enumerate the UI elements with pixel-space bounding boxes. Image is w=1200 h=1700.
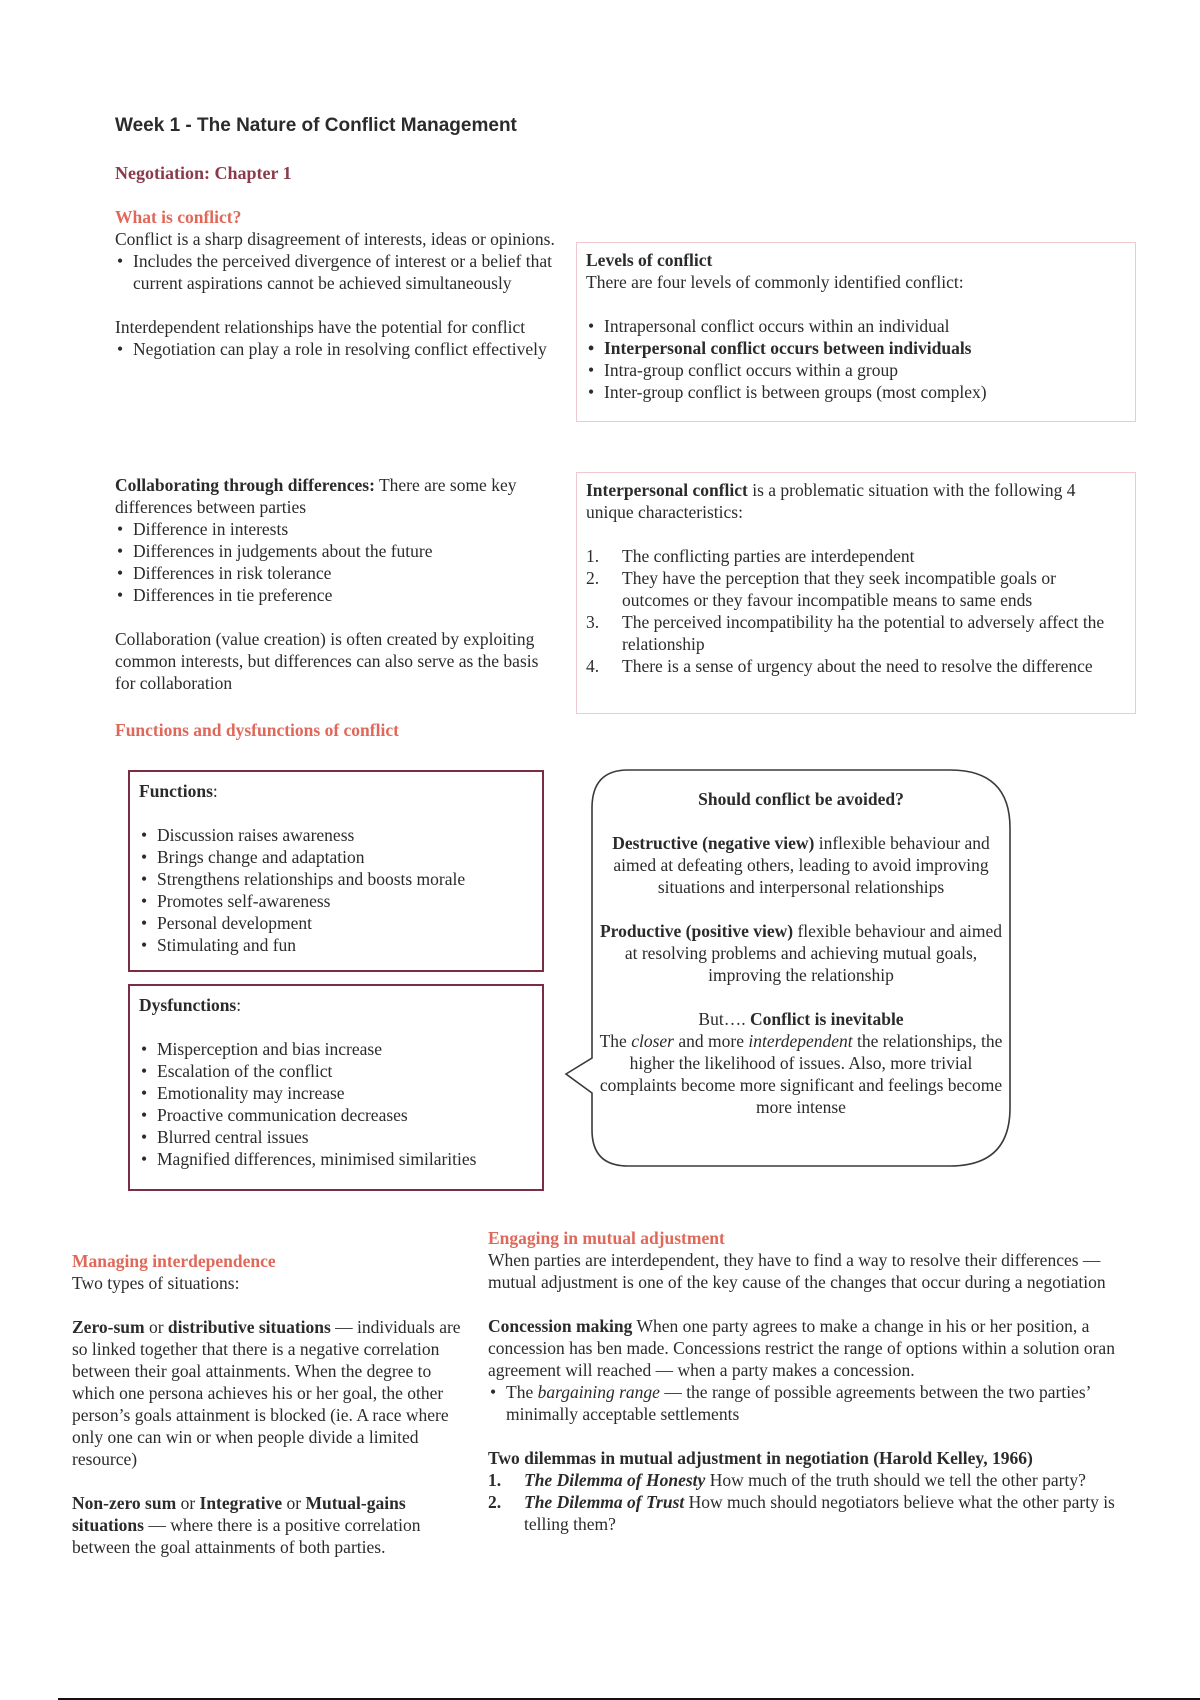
destructive-view: Destructive (negative view) inflexible behaviour and aimed at defeating others, leading to avoid improving situations and interpersonal relationships — [612, 833, 990, 897]
avoid-title: Should conflict be avoided? — [698, 789, 904, 809]
levels-of-conflict-box — [576, 242, 1136, 422]
list-item: • Misperception and bias increase — [139, 1038, 533, 1060]
list-item: • Negotiation can play a role in resolving conflict effectively — [115, 338, 560, 360]
list-item: 2. They have the perception that they seek incompatible goals or outcomes or they favour incompatible means to same ends — [586, 568, 1056, 610]
conflict-inevitable: But…. Conflict is inevitable The closer and more interdependent the relationships, the higher the likelihood of issues. Also, more trivial complaints become more significant and feelings become more intense — [599, 1009, 1003, 1117]
page-title: Week 1 - The Nature of Conflict Management — [115, 115, 517, 136]
list-item: • Emotionality may increase — [139, 1082, 533, 1104]
list-item: 1. The Dilemma of Honesty How much of the truth should we tell the other party? — [488, 1470, 1086, 1490]
chapter-subtitle: Negotiation: Chapter 1 — [115, 163, 292, 183]
list-item: • Personal development — [139, 912, 533, 934]
dysfunctions-box — [128, 984, 544, 1191]
dysfunctions-title: Dysfunctions: — [139, 995, 242, 1015]
list-item: • Blurred central issues — [139, 1126, 533, 1148]
collaborating-intro: Collaborating through differences: There are some key differences between parties — [115, 475, 517, 517]
list-item: • Brings change and adaptation — [139, 846, 533, 868]
list-item: 4. There is a sense of urgency about the need to resolve the difference — [586, 656, 1093, 676]
concession-paragraph: Concession making When one party agrees to make a change in his or her position, a concession has ben made. Concessions restrict the range of options within a solution oran agreement will reached — when a party makes a concession. — [488, 1316, 1115, 1380]
list-item: • Inter-group conflict is between groups (most complex) — [586, 381, 1126, 403]
list-item: • Interpersonal conflict occurs between individuals — [586, 337, 1126, 359]
collaboration-paragraph: Collaboration (value creation) is often created by exploiting common interests, but differences can also serve as the basis for collaboration — [115, 629, 539, 693]
list-item: 2. The Dilemma of Trust How much should negotiators believe what the other party is telling them? — [488, 1492, 1115, 1534]
list-item: • Discussion raises awareness — [139, 824, 533, 846]
list-item: • Proactive communication decreases — [139, 1104, 533, 1126]
levels-title: Levels of conflict — [586, 250, 713, 270]
list-item: • Differences in risk tolerance — [115, 562, 560, 584]
list-item: • The bargaining range — the range of possible agreements between the two parties’ minimally acceptable settlements — [488, 1381, 1128, 1425]
managing-intro: Two types of situations: — [72, 1273, 240, 1293]
functions-heading: Functions and dysfunctions of conflict — [115, 720, 399, 740]
list-item: • Stimulating and fun — [139, 934, 533, 956]
productive-view: Productive (positive view) flexible behaviour and aimed at resolving problems and achieving mutual goals, improving the relationship — [599, 921, 1003, 985]
list-item: • Strengthens relationships and boosts morale — [139, 868, 533, 890]
functions-title: Functions: — [139, 781, 218, 801]
list-item: • Escalation of the conflict — [139, 1060, 533, 1082]
list-item: • Intrapersonal conflict occurs within an individual — [586, 315, 1126, 337]
managing-heading: Managing interdependence — [72, 1251, 276, 1271]
list-item: 3. The perceived incompatibility ha the potential to adversely affect the relationship — [586, 612, 1105, 654]
interpersonal-conflict-box — [576, 472, 1136, 714]
interdependent-paragraph: Interdependent relationships have the potential for conflict — [115, 317, 526, 337]
conflict-definition: Conflict is a sharp disagreement of interests, ideas or opinions. — [115, 229, 555, 249]
non-zero-sum-paragraph: Non-zero sum or Integrative or Mutual-gains situations — where there is a positive correlation between the goal attainments of both parties. — [72, 1493, 421, 1557]
list-item: • Includes the perceived divergence of interest or a belief that current aspirations cannot be achieved simultaneously — [115, 250, 560, 294]
list-item: • Magnified differences, minimised similarities — [139, 1148, 533, 1170]
functions-box — [128, 770, 544, 972]
should-conflict-be-avoided — [596, 788, 1006, 1118]
list-item: • Promotes self-awareness — [139, 890, 533, 912]
what-is-conflict-heading: What is conflict? — [115, 207, 242, 227]
interpersonal-intro: Interpersonal conflict is a problematic situation with the following 4 unique characteristics: — [586, 480, 1076, 522]
engaging-paragraph: When parties are interdependent, they have to find a way to resolve their differences — mutual adjustment is one of the key cause of the changes that occur during a negotiation — [488, 1250, 1106, 1292]
list-item: 1. The conflicting parties are interdependent — [586, 546, 915, 566]
list-item: • Difference in interests — [115, 518, 560, 540]
levels-intro: There are four levels of commonly identified conflict: — [586, 272, 964, 292]
engaging-section — [488, 1227, 1128, 1535]
dilemmas-title: Two dilemmas in mutual adjustment in negotiation (Harold Kelley, 1966) — [488, 1448, 1033, 1468]
what-is-conflict-section — [115, 206, 560, 360]
managing-interdependence-section — [72, 1250, 462, 1558]
list-item: • Differences in judgements about the future — [115, 540, 560, 562]
zero-sum-paragraph: Zero-sum or distributive situations — individuals are so linked together that there is a negative correlation between their goal attainments. When the degree to which one persona achieves his or her goal, the other person’s goals attainment is blocked (ie. A race where only one can win or when people divide a limited resource) — [72, 1317, 461, 1469]
list-item: • Differences in tie preference — [115, 584, 560, 606]
list-item: • Intra-group conflict occurs within a group — [586, 359, 1126, 381]
collaborating-section — [115, 474, 560, 694]
engaging-heading: Engaging in mutual adjustment — [488, 1228, 725, 1248]
